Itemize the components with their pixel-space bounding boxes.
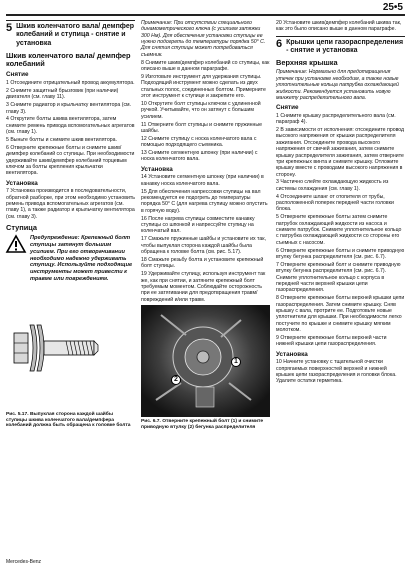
callout-1 (231, 357, 241, 367)
engine-photo (141, 305, 270, 417)
figure-caption: Рис. 6.7. Отверните крепежный болт (1) и снимите приводную втулку (2) бегунка распределителя (141, 418, 264, 430)
paragraph: 2 Снимите защитный брызговик (при наличии) двигателя (см. главу 11). (6, 87, 119, 101)
page-number: 25•5 (382, 2, 403, 13)
paragraph: 13 Снимите сегментную шпонку (при наличии) с носка коленчатого вала. (141, 150, 258, 163)
figure-caption: Рис. 5.17. Выпуклая сторона каждой шайбы ступицы шкива коленчатого вала/демпфера колебаний должна быть обращена к головке болта (6, 411, 131, 429)
upper-cover-heading: Верхняя крышка (276, 58, 338, 68)
callout-label: 2 (174, 375, 178, 383)
paragraph: 1 Снимите крышку распределительного вала (см. параграф 4). (276, 112, 396, 126)
bolt-washer-diagram (6, 285, 135, 407)
section-title: Шкив коленчатого вала/ демпфер колебаний и ступица - снятие и установка (16, 23, 135, 47)
install-heading: Установка (276, 350, 308, 358)
warning-box (6, 235, 135, 282)
section-5-heading (6, 20, 135, 48)
warning-text: Предупреждение: Крепежный болт ступицы затянут большим усилием. При его отворачивании необходимо надежно удерживать ступицу. Используйте подходящие инструменты может привести к травме или повреждениям. (30, 235, 133, 282)
figure-6-7 (141, 305, 270, 417)
paragraph: 7 Отверните крепежный болт и снимите приводную втулку бегунка распределителя (см. рис. 6.7). Снимите уплотнительное кольцо с корпуса в передней части верхней крышки цепи газораспределения. (276, 261, 401, 294)
paragraph: 11 Отверните болт ступицы и снимите пружинные шайбы. (141, 121, 262, 134)
paragraph: 9 Отверните крепежные болты верхней части нижней крышки цепи газораспределения. (276, 334, 387, 348)
paragraph: 4 Отсоедините шланг от отопителя от трубы, расположенной поперек передней части головки блока. (276, 193, 394, 213)
paragraph: 14 Установите сегментную шпонку (при наличии) в канавку носка коленчатого вала. (141, 174, 264, 187)
install-heading: Установка (6, 179, 38, 187)
paragraph: 2 В зависимости от исполнения: отсоедините провод высокого напряжения от крышки распределителя зажигания. Отсоедините провода высокого напряжения от свечей зажигания, затем снимите крышку распределителя зажигания, затем отверните три крепежных винта и снимите крышку. Отложите крышку вместе с проводами высокого напряжения в сторону. (276, 127, 405, 178)
paragraph: 5 Выньте болты и снимите шкив вентилятора. (6, 137, 117, 144)
paragraph: 10 Начните установку с тщательной очистки сопрягаемых поверхностей верхней и нижней крышек цепи газораспределения и головки блока. Удалите остатки герметика. (276, 359, 397, 385)
paragraph: 4 Открутите болты шкива вентилятора, затем снимите ремень привода вспомогательных агрегатов (см. главу 1). (6, 116, 135, 136)
paragraph: 15 Для обеспечения напрессовки ступицы на вал рекомендуется ее подогреть до температуры порядка 50° С (для нагрева ступицу можно опустить в горячую воду). (141, 188, 268, 214)
warning-icon (6, 235, 26, 253)
paragraph: 6 Отверните крепежные болты и снимите шкив/демпфер колебаний со ступицы. При необходимости удерживайте шкив/демпфер колебаний торцевым ключом за болты крепления крыльчатки вентилятора. (6, 145, 135, 177)
paragraph: 7 Установка производится в последовательности, обратной разборке, при этом необходимо установить ремень привода вспомогательных агрегатов (см. главу 1), а также радиатор и крыльчатку вентилятора (см. главу 3). (6, 188, 135, 220)
removal-heading: Снятие (276, 104, 299, 112)
header-rule (6, 14, 405, 16)
section-6-heading (276, 36, 405, 56)
paragraph: 3 Снимите радиатор и крыльчатку вентилятора (см. главу 3). (6, 102, 132, 115)
paragraph: 10 Открутите болт ступицы ключом с удлиненной ручкой. Учитывайте, что он затянут с большим усилием. (141, 100, 261, 120)
page-footer: Mercedes-Benz (6, 558, 42, 565)
paragraph: 3 Частично слейте охлаждающую жидкость из системы охлаждения (см. главу 1). (276, 179, 389, 192)
removal-heading: Снятие (6, 71, 29, 79)
figure-5-17 (6, 285, 135, 429)
paragraph: 17 Смажьте пружинные шайбы и установите их так, чтобы выпуклая сторона каждой шайбы была обращена к головке болта (см. рис. 5.17). (141, 236, 266, 256)
subsection-title: Шкив коленчатого вала/ демпфер колебаний (6, 50, 131, 69)
column-1 (6, 20, 135, 429)
column-3 (276, 20, 405, 386)
paragraph: 6 Отверните крепежные болты и снимите приводную втулку бегунка распределителя (см. рис. 6.7). (276, 247, 405, 261)
paragraph: 1 Отсоедините отрицательный провод аккумулятора. (6, 79, 135, 86)
note-text: Примечание: При отсутствии специального динамометрического ключа (с усилием затяжки 300 Нм). Для обеспечения установки ступицы ее нужно подогреть до температуры порядка 50° С. Для снятия ступицы может потребоваться съемник. (141, 20, 266, 58)
paragraph: 5 Отверните крепежные болты затем снимите патрубок охлаждающей жидкости из насоса и снимите патрубок. Снимите уплотнительное кольцо с патрубка охлаждающей жидкости со стороны его съемных с насосом. (276, 214, 402, 246)
paragraph: 16 После нагрева ступицы совместите канавку ступицы со шпонкой и напрессуйте ступицу на коленчатый вал. (141, 215, 255, 235)
column-2 (141, 20, 270, 431)
install-heading: Установка (141, 165, 173, 173)
callout-label: 1 (234, 357, 238, 365)
section-number: 6 (276, 37, 283, 50)
note-text: Примечание: Нормально для предотвращения утечек при установке необходим, а также новые уплотнительные кольца патрубка охлаждающей жидкости. Рекомендуется установить новую манжету распределительного вала. (276, 69, 399, 101)
paragraph: 8 Снимите шкив/демпфер колебаний со ступицы, как описано выше в данном параграфе. (141, 59, 270, 72)
paragraph: 9 Изготовьте инструмент для удержания ступицы. Подходящий инструмент можно сделать из двух стальных полос, соединенных болтом. Примерните этот инструмент к ступице и закрепите его. (141, 73, 266, 99)
paragraph: 20 Установите шкив/демпфер колебаний шкива так, как это было описано выше в данном параграфе. (276, 20, 402, 33)
hub-heading: Ступица (6, 223, 38, 233)
paragraph: 8 Отверните крепежные болты верхней крышки цепи газораспределения. Затем снимите крышку. Сняв крышку с вала, протрите ее. Подготовьте новые уплотнители для крышки. При необходимости легко постучите по крышке и снимите крышку мягким молотком. (276, 295, 405, 334)
callout-2 (171, 375, 181, 385)
paragraph: 18 Смажьте резьбу болта и установите крепежный болт ступицы. (141, 256, 264, 270)
section-title: Крышки цепи газораспределения - снятие и установка (286, 38, 404, 54)
section-number: 5 (6, 22, 13, 34)
paragraph: 12 Снимите ступицу с носка коленчатого вала с помощью подходящего съемника. (141, 135, 257, 149)
paragraph: 19 Удерживайте ступицу, используя инструмент так же, как при снятии, и затяните крепежный болт требуемым моментом. Соблюдайте осторожность при ее затягивании для предотвращения травм/повреждений и/или травм. (141, 271, 266, 303)
